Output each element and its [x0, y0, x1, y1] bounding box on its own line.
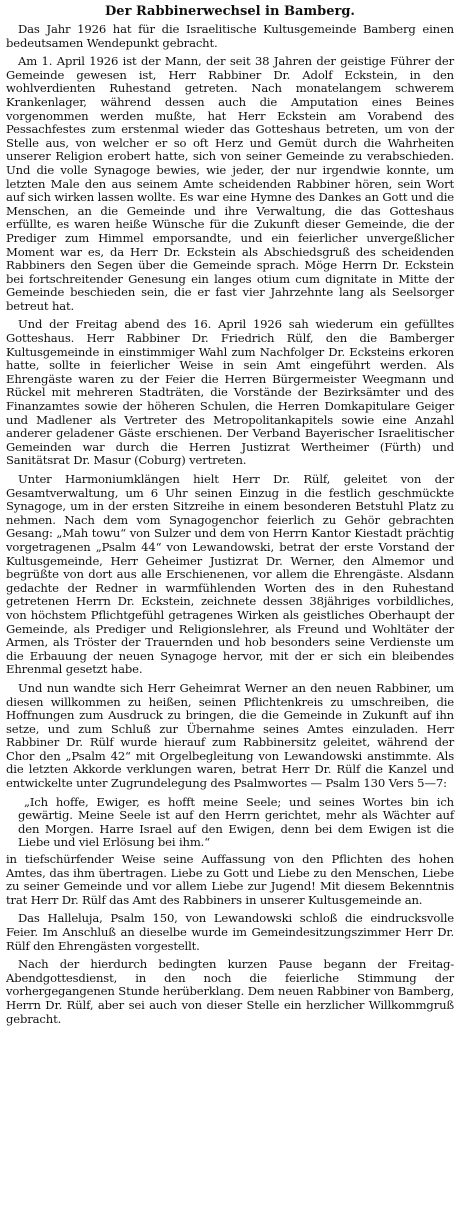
paragraph-ceremony: Unter Harmoniumklängen hielt Herr Dr. Rülf, geleitet von der Gesamtverwaltung, um 6 Uhr seinen Einzug in die festlich geschmückte Synagoge, um in der ersten Sitzreihe in einem besonderen Betstuhl Platz zu nehmen. Nach dem vom Synagogenchor feierlich zu Gehör gebrachten Gesang: „Mah towu“ von Sulzer und dem von Herrn Kantor Kiestadt prächtig vorgetragenen „Psalm 44“ von Lewandowski, betrat der erste Vorstand der Kultusgemeinde, Herr Geheimer Justizrat Dr. Werner, den Almemor und begrüßte von dort aus alle Erschienenen, vor allem die Ehrengäste. Alsdann gedachte der Redner in warmfühlenden Worten des in den Ruhestand getretenen Herrn Dr. Eckstein, zeichnete dessen 38jähriges vorbildliches, von höchstem Pflichtgefühl getragenes Wirken als geistliches Oberhaupt der Gemeinde, als Prediger und Religionslehrer, als Freund und Wohltäter der Armen, als Tröster der Trauernden und hob besonders seine Verdienste um die Erbauung der neuen Synagoge hervor, mit der er sich ein bleibendes Ehrenmal gesetzt habe.: [6, 472, 454, 677]
paragraph-intro: Das Jahr 1926 hat für die Israelitische Kultusgemeinde Bamberg einen bedeutsamen Wendepunkt gebracht.: [6, 22, 454, 50]
psalm-quote: „Ich hoffe, Ewiger, es hofft meine Seele; und seines Wortes bin ich gewärtig. Meine Seele ist auf den Herrn gerichtet, mehr als Wächter auf den Morgen. Harre Israel auf den Ewigen, denn bei dem Ewigen ist die Liebe und viel Erlösung bei ihm.“: [18, 794, 454, 850]
article-title: Der Rabbinerwechsel in Bamberg.: [105, 4, 355, 19]
paragraph-eckstein-farewell: Am 1. April 1926 ist der Mann, der seit 38 Jahren der geistige Führer der Gemeinde gewesen ist, Herr Rabbiner Dr. Adolf Eckstein, in den wohlverdienten Ruhestand getreten. Nach monatelangem schwerem Krankenlager, während dessen auch die Amputation eines Beines vorgenommen werden mußte, hat Herr Eckstein am Vorabend des Pessachfestes zum erstenmal wieder das Gotteshaus betreten, um von der Stelle aus, von welcher er so oft Herz und Gemüt durch die Wahrheiten unserer Religion erobert hatte, sich von seiner Gemeinde zu verabschieden. Und die volle Synagoge bewies, wie jeder, der nur irgendwie konnte, um letzten Male den aus seinem Amte scheidenden Rabbiner hören, sein Wort auf sich wirken lassen wollte. Es war eine Hymne des Dankes an Gott und die Menschen, an die Gemeinde und ihre Verwaltung, die das Gotteshaus erfüllte, es waren heiße Wünsche für die Zukunft dieser Gemeinde, die der Prediger zum Himmel emporsandte, und ein feierlicher unvergeßlicher Moment war es, da Herr Dr. Eckstein als Abschiedsgruß des scheidenden Rabbiners den Segen über die Gemeinde sprach. Möge Herrn Dr. Eckstein bei fortschreitender Genesung ein langes otium cum dignitate in Mitte der Gemeinde beschieden sein, die er fast vier Jahrzehnte lang als Seelsorger betreut hat.: [6, 54, 454, 313]
paragraph-halleluja: Das Halleluja, Psalm 150, von Lewandowski schloß die eindrucksvolle Feier. Im Anschluß an dieselbe wurde im Gemeindesitzungszimmer Herr Dr. Rülf den Ehrengästen vorgestellt.: [6, 911, 454, 953]
paragraph-werner-address: Und nun wandte sich Herr Geheimrat Werner an den neuen Rabbiner, um diesen willkommen zu heißen, seinen Pflichtenkreis zu umschreiben, die Hoffnungen zum Ausdruck zu bringen, die die Gemeinde in Zukunft auf ihn setze, und zum Schluß zur Übernahme seines Amtes einzuladen. Herr Rabbiner Dr. Rülf wurde hierauf zum Rabbinersitz geleitet, während der Chor den „Psalm 42“ mit Orgelbegleitung von Lewandowski anstimmte. Als die letzten Akkorde verklungen waren, betrat Herr Dr. Rülf die Kanzel und entwickelte unter Zugrundelegung des Psalmwortes — Psalm 130 Vers 5—7:: [6, 680, 454, 791]
paragraph-after-quote: in tiefschürfender Weise seine Auffassung von den Pflichten des hohen Amtes, das ihm übertragen. Liebe zu Gott und Liebe zu den Menschen, Liebe zu seiner Gemeinde und vor allem Liebe zur Jugend! Mit diesem Bekenntnis trat Herr Dr. Rülf das Amt des Rabbiners in unserer Kultusgemeinde an.: [6, 852, 454, 907]
paragraph-welcome: Nach der hierdurch bedingten kurzen Pause begann der Freitag-Abendgottesdienst, in den noch die feierliche Stimmung der vorhergegangenen Stunde herüberklang. Dem neuen Rabbiner von Bamberg, Herrn Dr. Rülf, aber sei auch von dieser Stelle ein herzlicher Willkommgruß gebracht.: [6, 957, 454, 1026]
paragraph-ruelf-installation: Und der Freitag abend des 16. April 1926 sah wiederum ein gefülltes Gotteshaus. Herr Rabbiner Dr. Friedrich Rülf, den die Bamberger Kultusgemeinde in einstimmiger Wahl zum Nachfolger Dr. Ecksteins erkoren hatte, sollte in feierlicher Weise in sein Amt eingeführt werden. Als Ehrengäste waren zu der Feier die Herren Bürgermeister Weegmann und Rückel mit mehreren Stadträten, die Vorstände der Bezirksämter und des Finanzamtes sowie der höheren Schulen, die Herren Domkapitulare Geiger und Madlener als Vertreter des Metropolitankapitels sowie eine Anzahl anderer geladener Gäste erschienen. Der Verband Bayerischer Israelitischer Gemeinden war durch die Herren Justizrat Wertheimer (Fürth) und Sanitätsrat Dr. Masur (Coburg) vertreten.: [6, 317, 454, 468]
